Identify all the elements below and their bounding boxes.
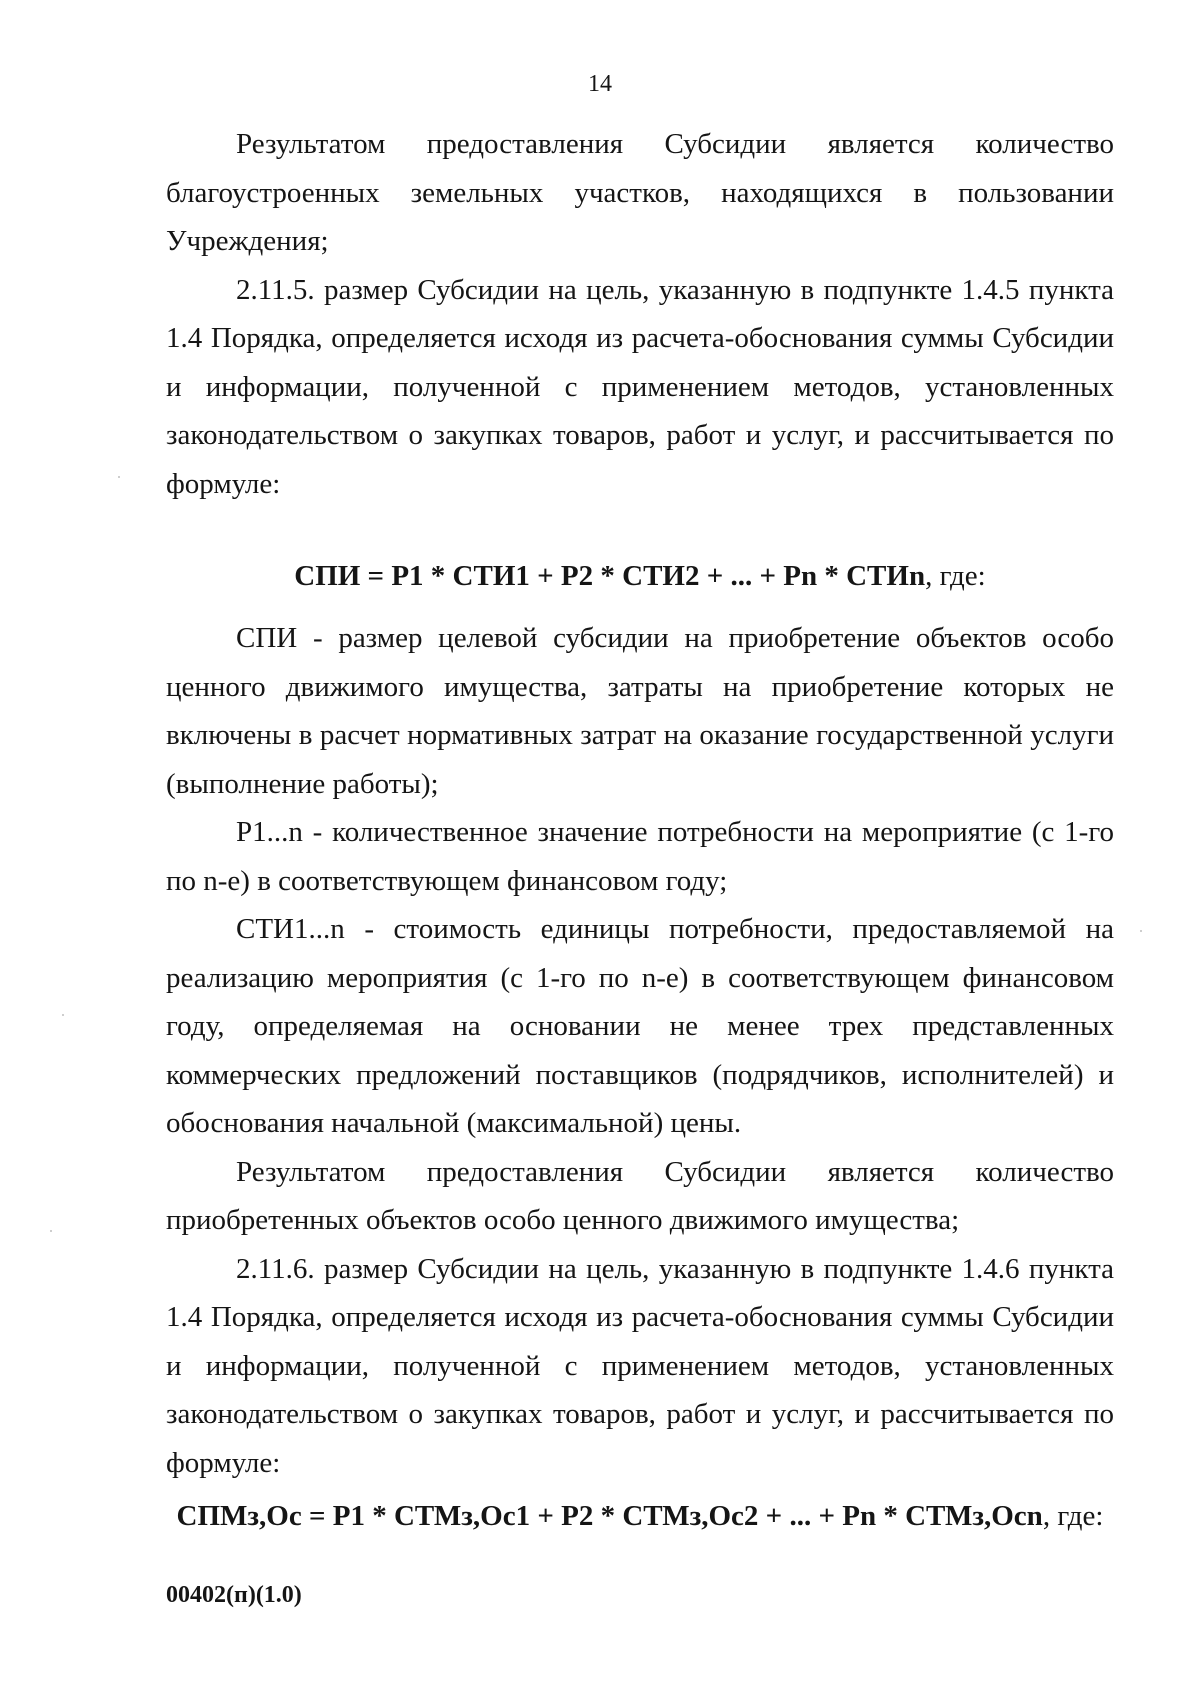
scan-speck xyxy=(50,1230,52,1232)
paragraph-result-objects: Результатом предоставления Субсидии является количество приобретенных объектов особо ценного движимого имущества; xyxy=(166,1155,1114,1236)
paragraph-sti-definition: СТИ1...n - стоимость единицы потребности, предоставляемой на реализацию мероприятия (с 1-го по n-е) в соответствующем финансовом году, определяемая на основании не менее трех представленных коммерческих предложений поставщиков (подрядчиков, исполнителей) и обоснования начальной (максимальной) цены. xyxy=(166,913,1114,1139)
text-block-middle xyxy=(166,614,1114,1487)
formula-spm-expression: СПМз,Ос = Р1 * СТМз,Ос1 + Р2 * СТМз,Ос2 + ... + Рn * СТМз,Осn xyxy=(176,1500,1043,1532)
formula-spm xyxy=(150,1492,1130,1541)
paragraph-spi-definition: СПИ - размер целевой субсидии на приобретение объектов особо ценного движимого имущества, затраты на приобретение которых не включены в расчет нормативных затрат на оказание государственной услуги (выполнение работы); xyxy=(166,622,1114,800)
paragraph-2-11-5: 2.11.5. размер Субсидии на цель, указанную в подпункте 1.4.5 пункта 1.4 Порядка, определяется исходя из расчета-обоснования суммы Субсидии и информации, полученной с применением методов, установленных законодательством о закупках товаров, работ и услуг, и рассчитывается по формуле: xyxy=(166,273,1114,500)
page-number: 14 xyxy=(588,71,612,97)
text-block-top xyxy=(166,120,1114,508)
paragraph-2-11-6: 2.11.6. размер Субсидии на цель, указанную в подпункте 1.4.6 пункта 1.4 Порядка, определяется исходя из расчета-обоснования суммы Субсидии и информации, полученной с применением методов, установленных законодательством о закупках товаров, работ и услуг, и рассчитывается по формуле: xyxy=(166,1252,1114,1479)
formula-2-block xyxy=(150,1492,1130,1541)
formula-1-block xyxy=(166,552,1114,601)
paragraph-result-land: Результатом предоставления Субсидии является количество благоустроенных земельных участков, находящихся в пользовании Учреждения; xyxy=(166,128,1114,257)
formula-spm-suffix: , где: xyxy=(1042,1500,1104,1532)
paragraph-p-definition: Р1...n - количественное значение потребности на мероприятие (с 1-го по n-е) в соответствующем финансовом году; xyxy=(166,816,1114,897)
scan-speck xyxy=(1140,930,1142,932)
scan-speck xyxy=(62,1014,64,1016)
formula-spi-expression: СПИ = Р1 * СТИ1 + Р2 * СТИ2 + ... + Рn * СТИn xyxy=(294,560,926,592)
formula-spi-suffix: , где: xyxy=(925,560,986,592)
formula-spi xyxy=(166,552,1114,601)
scan-speck xyxy=(118,476,120,478)
document-code: 00402(п)(1.0) xyxy=(166,1582,302,1608)
